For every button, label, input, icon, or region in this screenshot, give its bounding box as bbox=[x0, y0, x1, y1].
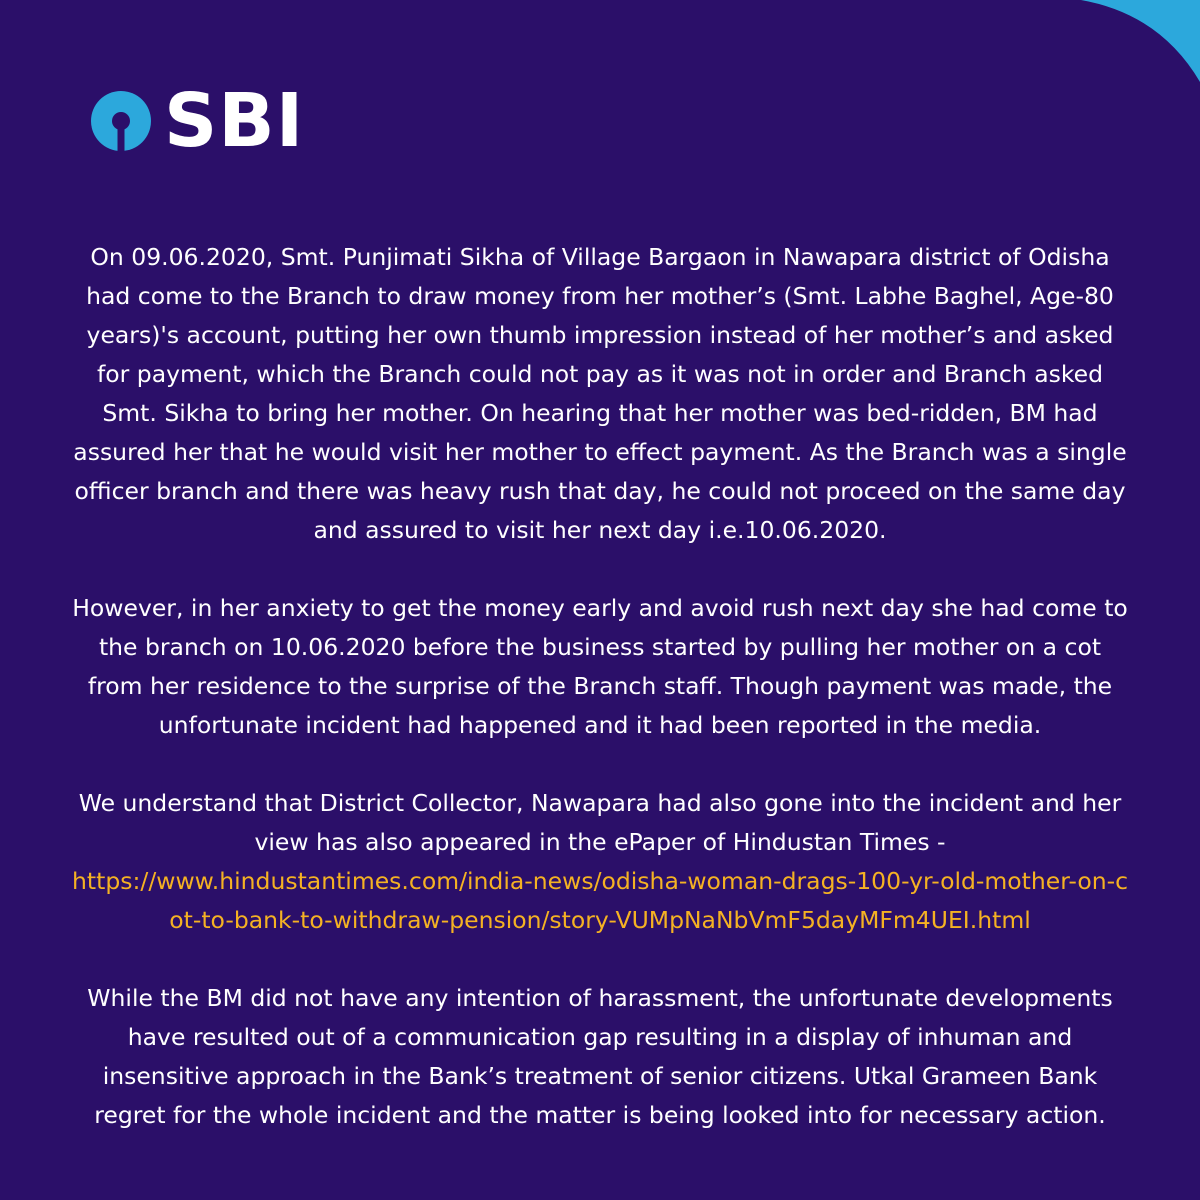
hindustan-times-link[interactable]: https://www.hindustantimes.com/india-news/odisha-woman-drags-100-yr-old-mother-on-cot-to-bank-to-withdraw-pension/story-VUMpNaNbVmF5dayMFm4UEI.html bbox=[72, 867, 1128, 934]
sbi-logo-icon bbox=[88, 88, 154, 154]
statement-paragraph-3 bbox=[70, 784, 1130, 940]
corner-arc-decoration bbox=[1080, 0, 1200, 120]
statement-body bbox=[70, 238, 1130, 1135]
sbi-logo-text: SBI bbox=[164, 78, 305, 164]
statement-paragraph-2: However, in her anxiety to get the money early and avoid rush next day she had come to the branch on 10.06.2020 before the business started by pulling her mother on a cot from her residence to the surprise of the Branch staff. Though payment was made, the unfortunate incident had happened and it had been reported in the media. bbox=[72, 594, 1128, 739]
statement-paragraph-3-text: We understand that District Collector, Nawapara had also gone into the incident and her view has also appeared in the ePaper of Hindustan Times - bbox=[78, 789, 1122, 856]
statement-paragraph-1: On 09.06.2020, Smt. Punjimati Sikha of Village Bargaon in Nawapara district of Odisha had come to the Branch to draw money from her mother’s (Smt. Labhe Baghel, Age-80 years)'s account, putting her own thumb impression instead of her mother’s and asked for payment, which the Branch could not pay as it was not in order and Branch asked Smt. Sikha to bring her mother. On hearing that her mother was bed-ridden, BM had assured her that he would visit her mother to effect payment. As the Branch was a single officer branch and there was heavy rush that day, he could not proceed on the same day and assured to visit her next day i.e.10.06.2020. bbox=[73, 243, 1127, 544]
statement-paragraph-4: While the BM did not have any intention of harassment, the unfortunate developments have resulted out of a communication gap resulting in a display of inhuman and insensitive approach in the Bank’s treatment of senior citizens. Utkal Grameen Bank regret for the whole incident and the matter is being looked into for necessary action. bbox=[87, 984, 1113, 1129]
sbi-logo bbox=[88, 78, 305, 164]
